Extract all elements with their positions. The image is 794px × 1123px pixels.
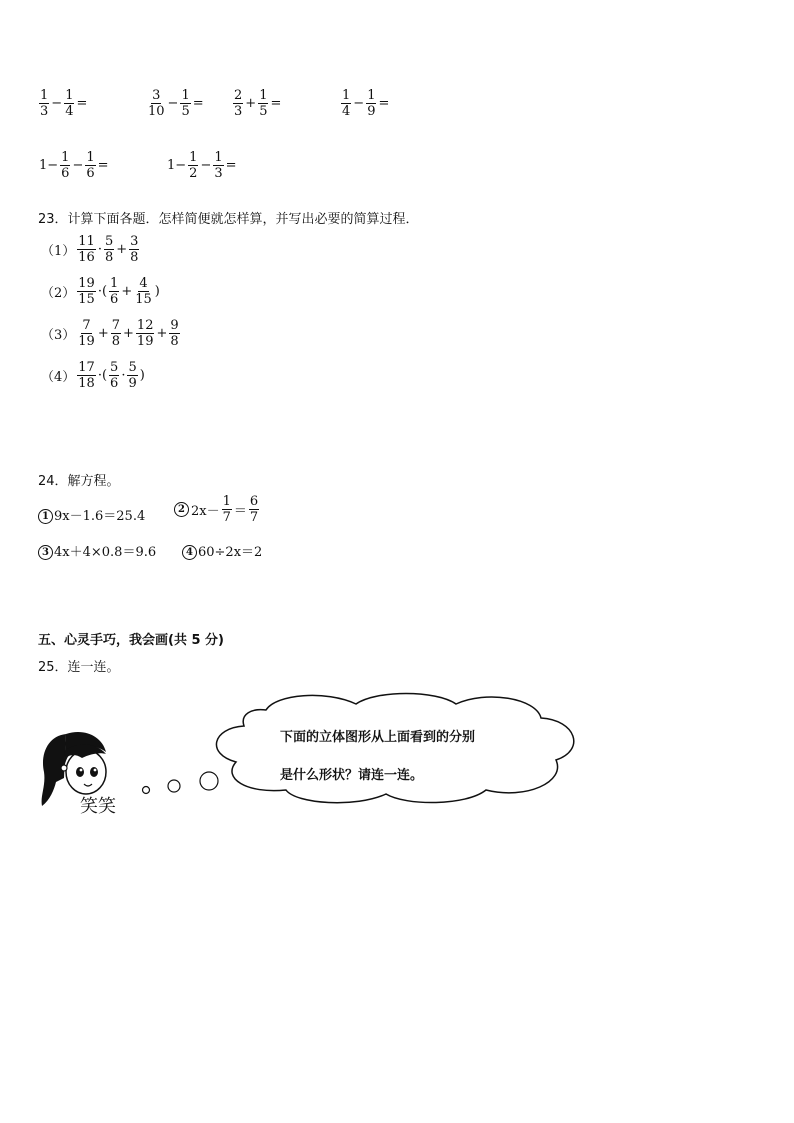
- fraction: $\frac{1}{6}$: [110, 276, 119, 307]
- circled-number: 1: [38, 509, 53, 524]
- fraction: $\frac{1}{7}$: [222, 494, 231, 525]
- fraction: $\frac{3}{10}$: [148, 88, 165, 119]
- fraction: $\frac{2}{3}$: [234, 88, 243, 119]
- bubble-text-line-1: 下面的立体图形从上面看到的分别: [280, 730, 476, 745]
- fraction: $\frac{5}{8}$: [104, 234, 114, 265]
- circled-number: 2: [174, 502, 189, 517]
- question-23-title: 23．计算下面各题．怎样简便就怎样算，并写出必要的简算过程．: [38, 212, 419, 227]
- fraction: $\frac{5}{6}$: [110, 360, 119, 391]
- exercise-1-2: $\frac{3}{10}$ − $\frac{1}{5}$ =: [148, 88, 204, 119]
- fraction: $\frac{19}{15}$: [78, 276, 95, 307]
- fraction: $\frac{11}{16}$: [78, 234, 95, 265]
- q23-item-3: （3） $\frac{7}{19}$ + $\frac{7}{8}$ + $\frac{12}{19}$ + $\frac{9}{8}$: [41, 318, 179, 349]
- exercise-1-4: $\frac{1}{4}$ − $\frac{1}{9}$ =: [342, 88, 390, 119]
- equation-1: 1 9x－1.6＝25.4: [38, 505, 145, 524]
- fraction: $\frac{1}{2}$: [189, 150, 198, 181]
- equation-3: 3 4x＋4×0.8＝9.6: [38, 541, 156, 560]
- q23-item-2: （2） $\frac{19}{15}$ ·( $\frac{1}{6}$ + $\frac{4}{15}$ ): [41, 276, 160, 307]
- fraction: $\frac{1}{5}$: [181, 88, 190, 119]
- bubble-text-line-2: 是什么形状？请连一连。: [280, 768, 424, 783]
- exercise-2-2: 1− $\frac{1}{2}$ − $\frac{1}{3}$ =: [167, 150, 237, 181]
- equation-4: 4 60÷2x＝2: [182, 541, 262, 560]
- girl-caption: 笑笑: [80, 796, 116, 817]
- fraction: $\frac{1}{4}$: [65, 88, 74, 119]
- fraction: $\frac{7}{19}$: [78, 318, 95, 349]
- fraction: $\frac{1}{3}$: [40, 88, 49, 119]
- fraction: $\frac{1}{5}$: [259, 88, 268, 119]
- q23-item-1: （1） $\frac{11}{16}$ · $\frac{5}{8}$ + $\frac{3}{8}$: [41, 234, 139, 265]
- fraction: $\frac{12}{19}$: [136, 318, 154, 349]
- fraction: $\frac{1}{4}$: [342, 88, 351, 119]
- exercise-2-1: 1− $\frac{1}{6}$ − $\frac{1}{6}$ =: [39, 150, 109, 181]
- fraction: $\frac{4}{15}$: [135, 276, 152, 307]
- fraction: $\frac{17}{18}$: [78, 360, 95, 391]
- fraction: $\frac{5}{9}$: [128, 360, 137, 391]
- question-24-title: 24．解方程。: [38, 474, 120, 489]
- fraction: $\frac{1}{3}$: [214, 150, 223, 181]
- fraction: $\frac{1}{6}$: [86, 150, 95, 181]
- exercise-1-3: $\frac{2}{3}$ + $\frac{1}{5}$ =: [234, 88, 282, 119]
- fraction: $\frac{3}{8}$: [130, 234, 139, 265]
- fraction: $\frac{1}{9}$: [367, 88, 376, 119]
- fraction: $\frac{1}{6}$: [61, 150, 70, 181]
- circled-number: 4: [182, 545, 197, 560]
- section-5-heading: 五、心灵手巧，我会画(共 5 分): [38, 633, 224, 648]
- fraction: $\frac{9}{8}$: [170, 318, 179, 349]
- fraction: $\frac{6}{7}$: [249, 494, 259, 525]
- q23-item-4: （4） $\frac{17}{18}$ ·( $\frac{5}{6}$ · $\frac{5}{9}$ ): [41, 360, 145, 391]
- exercise-1-1: $\frac{1}{3}$ − $\frac{1}{4}$ =: [40, 88, 88, 119]
- fraction: $\frac{7}{8}$: [111, 318, 121, 349]
- question-25-title: 25．连一连。: [38, 660, 120, 675]
- thought-bubble: [136, 690, 596, 810]
- circled-number: 3: [38, 545, 53, 560]
- equation-2: 2 2x－ $\frac{1}{7}$ ＝ $\frac{6}{7}$: [174, 494, 260, 525]
